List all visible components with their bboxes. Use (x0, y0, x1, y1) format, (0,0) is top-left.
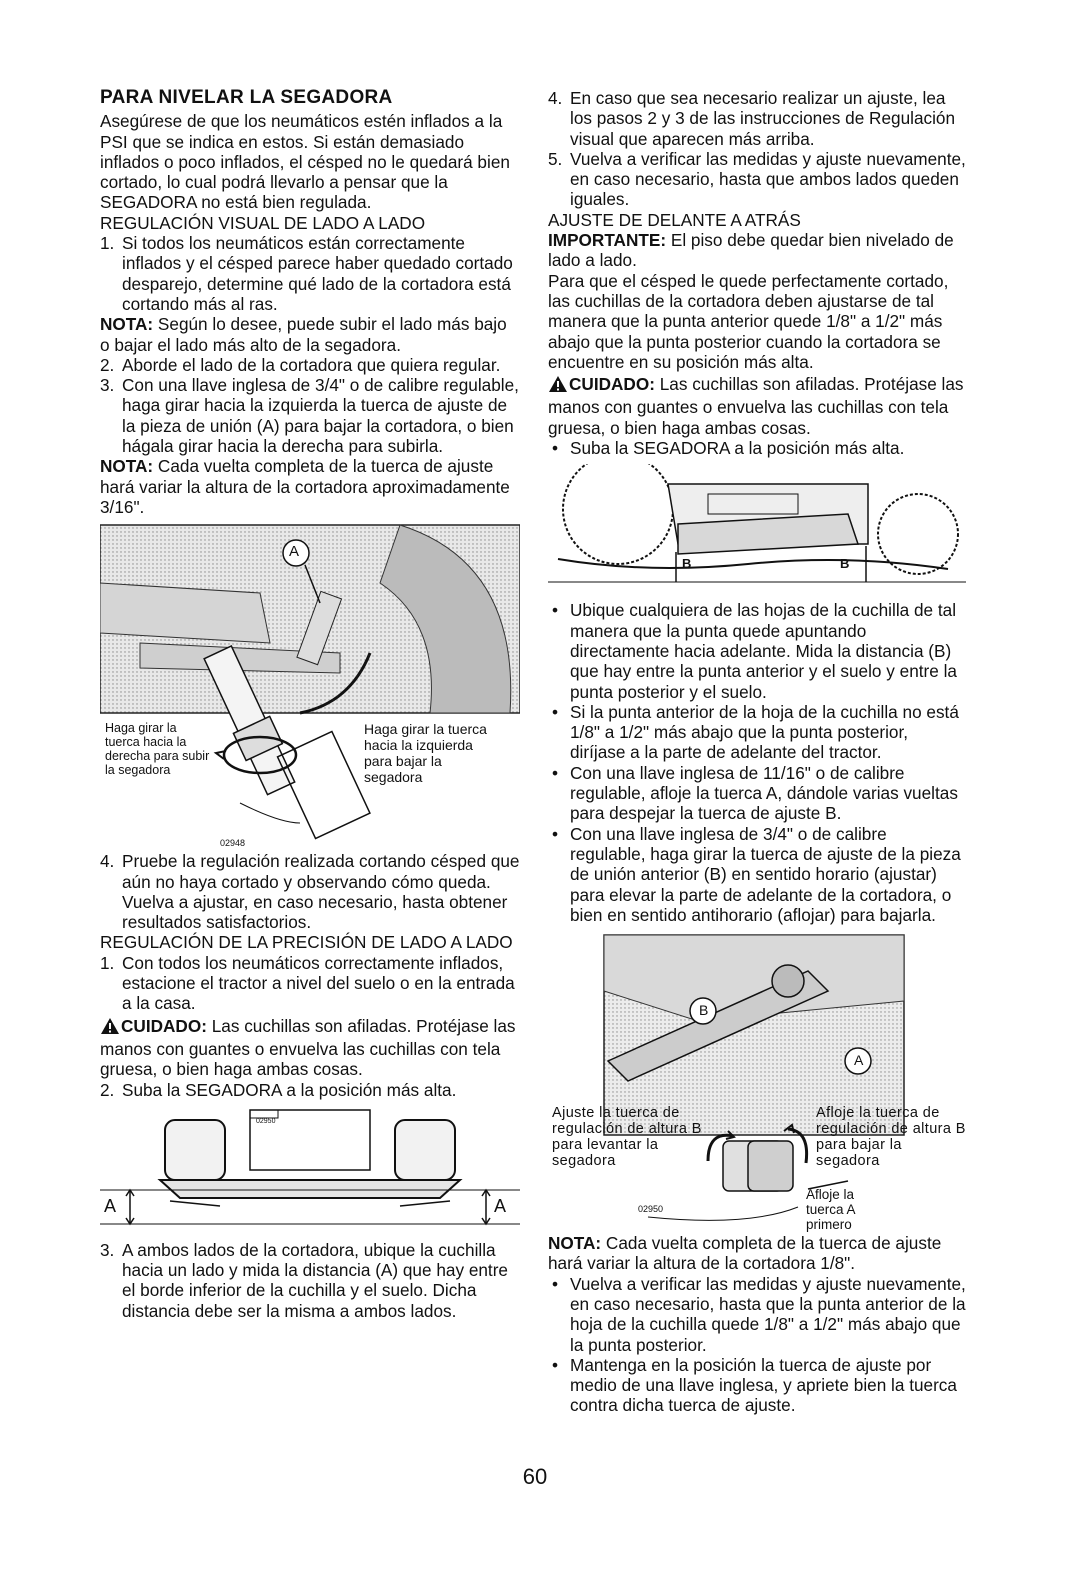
warning-icon (548, 375, 568, 397)
list-item: 1. Si todos los neumáticos están correctamente inflados y el césped parece haber quedado cortado desparejo, determine qué lado de la cortadora está cortando más al ras. (100, 233, 513, 314)
label-a-left: A (104, 1195, 117, 1216)
figure-code: 02950 (256, 1117, 276, 1125)
note-paragraph: NOTA: Según lo desee, puede subir el lado más bajo o bajar el lado más alto de la segadora. (100, 314, 507, 355)
front-back-paragraph: Para que el césped le quede perfectamente cortado, las cuchillas de la cortadora deben ajustarse de tal manera que la punta anterior quede 1/8" a 1/2" más abajo que la punta posterior cuando la cortadora se encuentre en su posición más alta. (548, 270, 949, 372)
subsection-title-front-back: AJUSTE DE DELANTE A ATRÁS (548, 209, 801, 230)
label-b-rear: B (840, 556, 850, 572)
label-a-right: A (494, 1195, 507, 1216)
page-number: 60 (522, 1464, 548, 1489)
list-item: • Con una llave inglesa de 11/16" o de calibre regulable, afloje la tuerca A, dándole varias vueltas para despejar la tuerca de ajuste B. (548, 763, 966, 824)
right-column (548, 88, 966, 1416)
list-item: 3. A ambos lados de la cortadora, ubique la cuchilla hacia un lado y mida la distancia (A) que hay entre el borde inferior de la cuchilla y el suelo. Dicha distancia debe ser la misma a ambos lados. (100, 1239, 508, 1321)
list-item: 2. Suba la SEGADORA a la posición más alta. (100, 1079, 457, 1100)
caution-paragraph: CUIDADO: Las cuchillas son afiladas. Protéjase las manos con guantes o envuelva las cuchillas con tela gruesa, o bien haga ambas cosas. (548, 374, 964, 438)
figure-code: 02950 (638, 1204, 664, 1215)
list-item: 4. Pruebe la regulación realizada cortando césped que aún no haya cortado y observando cómo queda. Vuelva a ajustar, en caso necesario, hasta obtener resultados satisfactorios. (100, 851, 520, 933)
visual-steps-list (100, 233, 520, 314)
section-title-nivelar: PARA NIVELAR LA SEGADORA (100, 87, 393, 108)
visual-steps-list-end (100, 851, 520, 932)
precision-steps-list (100, 953, 520, 1014)
right-caption: Haga girar la tuerca hacia la izquierda para bajar la segadora (364, 721, 487, 786)
front-link-figure (548, 931, 966, 1233)
note-paragraph: NOTA: Cada vuelta completa de la tuerca de ajuste hará variar la altura de la cortadora 1/8". (548, 1233, 942, 1274)
right-caption: Afloje la tuerca de regulación de altura B para bajar la segadora (816, 1105, 966, 1170)
blade-tip-figure (548, 464, 966, 594)
final-bullets (548, 1274, 966, 1416)
important-paragraph: IMPORTANTE: El piso debe quedar bien nivelado de lado a lado. (548, 230, 954, 271)
list-item: • Vuelva a verificar las medidas y ajuste nuevamente, en caso necesario, hasta que la punta anterior de la hoja de la cuchilla quede 1/8" a 1/2" más abajo que la punta posterior. (548, 1274, 966, 1355)
subsection-title-visual: REGULACIÓN VISUAL DE LADO A LADO (100, 212, 426, 233)
warning-icon (100, 1017, 120, 1039)
precision-steps-list-cont (100, 1080, 520, 1100)
tractor-side-illustration (548, 464, 966, 594)
intro-paragraph: Asegúrese de que los neumáticos estén inflados a la PSI que se indica en estos. Si están demasiado inflados o poco inflados, el césped no le quedará bien cortado, lo cual podrá llevarlo a pensar que la SEGADORA no está bien regulada. (100, 111, 510, 213)
list-item: 1. Con todos los neumáticos correctamente inflados, estacione el tractor a nivel del suelo o en la entrada a la casa. (100, 952, 515, 1014)
precision-steps-list-right (548, 88, 966, 210)
callout-a: A (289, 543, 300, 561)
left-caption: Haga girar la tuerca hacia la derecha para subir la segadora (105, 721, 210, 778)
callout-b: B (699, 1002, 709, 1019)
list-item: 4. En caso que sea necesario realizar un ajuste, lea los pasos 2 y 3 de las instrucciones de Regulación visual que aparecen más arriba. (548, 88, 956, 149)
bottom-caption: Afloje la tuerca A primero (806, 1187, 855, 1233)
note-paragraph: NOTA: Cada vuelta completa de la tuerca de ajuste hará variar la altura de la cortadora aproximadamente 3/16". (100, 456, 510, 517)
visual-steps-list-cont (100, 355, 520, 456)
left-column (100, 88, 520, 1321)
precision-steps-list-end (100, 1240, 520, 1321)
adjustment-nut-illustration (100, 523, 520, 845)
list-item: • Si la punta anterior de la hoja de la cuchilla no está 1/8" a 1/2" más abajo que la punta posterior, diríjase a la parte de adelante del tractor. (548, 702, 966, 763)
front-link-illustration (548, 931, 966, 1227)
mower-deck-figure (100, 1106, 520, 1234)
callout-a: A (854, 1052, 864, 1069)
figure-code: 02948 (220, 838, 246, 849)
caution-paragraph: CUIDADO: Las cuchillas son afiladas. Protéjase las manos con guantes o envuelva las cuchillas con tela gruesa, o bien haga ambas cosas. (100, 1015, 516, 1080)
list-item: • Mantenga en la posición la tuerca de ajuste por medio de una llave inglesa, y apriete bien la tuerca contra dicha tuerca de ajuste. (548, 1355, 966, 1416)
left-caption: Ajuste la tuerca de regulación de altura B para levantar la segadora (552, 1105, 702, 1170)
deck-side-illustration (100, 1106, 520, 1234)
list-item: • Ubique cualquiera de las hojas de la cuchilla de tal manera que la punta quede apuntando directamente hacia adelante. Mida la distancia (B) que hay entre la punta anterior y el suelo y entre la punta posterior y el suelo. (548, 600, 966, 701)
adjustment-nut-figure (100, 523, 520, 849)
front-back-bullets (548, 438, 966, 458)
front-back-bullets-cont (548, 600, 966, 925)
list-item: • Con una llave inglesa de 3/4" o de calibre regulable, haga girar la tuerca de ajuste de la pieza de unión anterior (B) en sentido horario (ajustar) para elevar la parte de adelante de la cortadora, o bien en sentido antihorario (aflojar) para bajarla. (548, 824, 966, 925)
list-item: 2. Aborde el lado de la cortadora que quiera regular. (100, 354, 501, 375)
list-item: 3. Con una llave inglesa de 3/4" o de calibre regulable, haga girar hacia la izquierda la tuerca de ajuste de la pieza de unión (A) para bajar la cortadora, o bien hágala girar hacia la derecha para subirla. (100, 375, 519, 457)
subsection-title-precision: REGULACIÓN DE LA PRECISIÓN DE LADO A LADO (100, 932, 513, 953)
label-b-front: B (682, 556, 692, 572)
list-item: 5. Vuelva a verificar las medidas y ajuste nuevamente, en caso necesario, hasta que ambos lados queden iguales. (548, 148, 966, 210)
list-item: • Suba la SEGADORA a la posición más alta. (548, 438, 966, 458)
